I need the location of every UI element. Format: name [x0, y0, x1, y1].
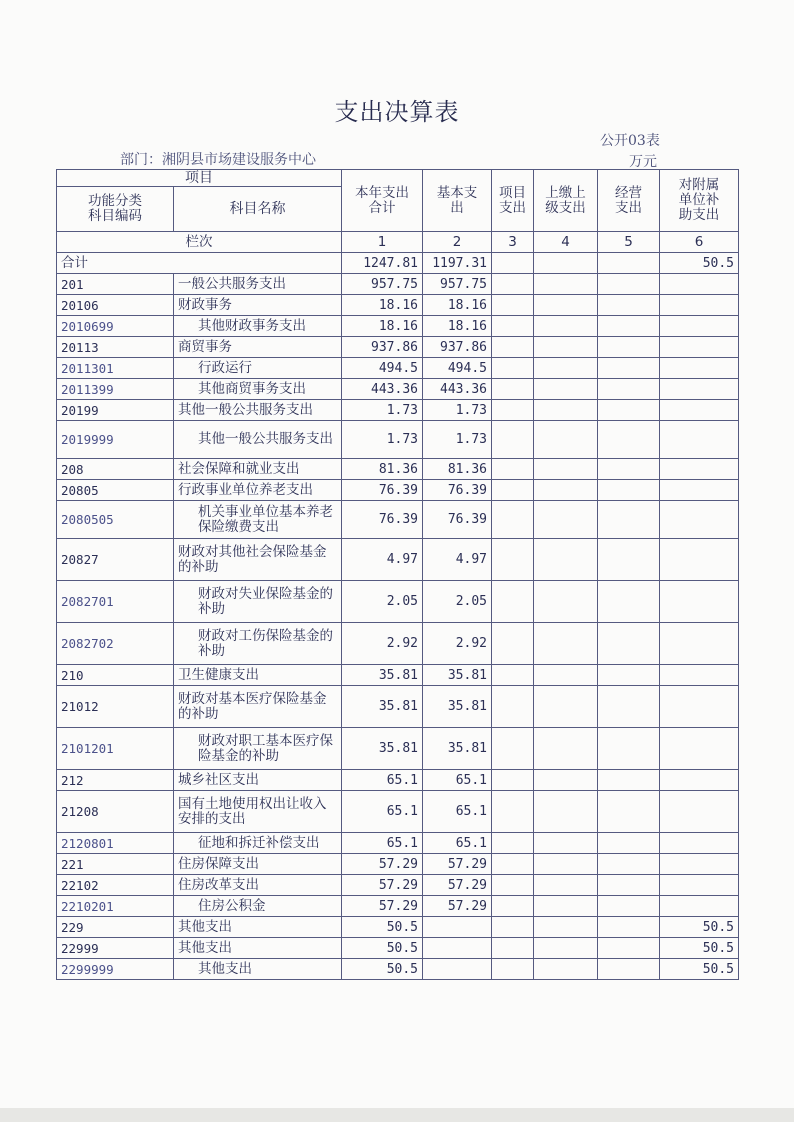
row-c2: 18.16	[423, 295, 492, 316]
table-row	[57, 539, 739, 581]
header-col2: 基本支 出	[423, 170, 492, 232]
header-item: 项目	[57, 170, 342, 187]
row-c1: 1.73	[342, 421, 423, 459]
row-code: 22999	[57, 938, 174, 959]
row-c4	[534, 480, 598, 501]
row-c5	[598, 316, 660, 337]
row-c1: 18.16	[342, 295, 423, 316]
row-c5	[598, 581, 660, 623]
row-c4	[534, 875, 598, 896]
row-name: 商贸事务	[174, 337, 342, 358]
row-c6: 50.5	[660, 959, 739, 980]
total-c3	[492, 253, 534, 274]
row-c1: 2.05	[342, 581, 423, 623]
row-c5	[598, 686, 660, 728]
row-c2: 443.36	[423, 379, 492, 400]
row-c2: 18.16	[423, 316, 492, 337]
row-code: 208	[57, 459, 174, 480]
row-c2: 65.1	[423, 770, 492, 791]
row-code: 2019999	[57, 421, 174, 459]
row-c1: 57.29	[342, 854, 423, 875]
row-c3	[492, 295, 534, 316]
row-c5	[598, 379, 660, 400]
row-code: 2082701	[57, 581, 174, 623]
row-c3	[492, 274, 534, 295]
row-name: 社会保障和就业支出	[174, 459, 342, 480]
row-c3	[492, 421, 534, 459]
row-c1: 937.86	[342, 337, 423, 358]
row-c3	[492, 896, 534, 917]
department-label: 部门：湘阴县市场建设服务中心	[120, 152, 316, 168]
row-c2: 1.73	[423, 421, 492, 459]
row-c6	[660, 854, 739, 875]
scan-edge	[0, 1108, 794, 1122]
row-c1: 1.73	[342, 400, 423, 421]
row-code: 20106	[57, 295, 174, 316]
row-c6	[660, 501, 739, 539]
table-row	[57, 295, 739, 316]
table-row	[57, 480, 739, 501]
row-name: 财政对基本医疗保险基金的补助	[174, 686, 342, 728]
row-c6	[660, 686, 739, 728]
row-code: 210	[57, 665, 174, 686]
total-c4	[534, 253, 598, 274]
row-c2: 65.1	[423, 791, 492, 833]
row-c6	[660, 728, 739, 770]
row-c4	[534, 665, 598, 686]
row-c1: 35.81	[342, 728, 423, 770]
row-name: 机关事业单位基本养老保险缴费支出	[174, 501, 342, 539]
row-c6	[660, 833, 739, 854]
row-c3	[492, 501, 534, 539]
row-c3	[492, 770, 534, 791]
row-c4	[534, 938, 598, 959]
header-col1: 本年支出 合计	[342, 170, 423, 232]
row-c3	[492, 400, 534, 421]
row-code: 20199	[57, 400, 174, 421]
row-c4	[534, 539, 598, 581]
total-c2: 1197.31	[423, 253, 492, 274]
row-c2: 937.86	[423, 337, 492, 358]
row-c1: 35.81	[342, 686, 423, 728]
row-code: 21012	[57, 686, 174, 728]
row-c4	[534, 421, 598, 459]
table-row	[57, 770, 739, 791]
row-c5	[598, 854, 660, 875]
row-c2: 57.29	[423, 875, 492, 896]
row-c2: 57.29	[423, 854, 492, 875]
row-name: 其他商贸事务支出	[174, 379, 342, 400]
row-c4	[534, 623, 598, 665]
row-c2	[423, 938, 492, 959]
row-code: 221	[57, 854, 174, 875]
row-c4	[534, 896, 598, 917]
row-c6	[660, 581, 739, 623]
table-row	[57, 791, 739, 833]
row-c6	[660, 274, 739, 295]
total-c1: 1247.81	[342, 253, 423, 274]
table-row	[57, 959, 739, 980]
table-row	[57, 728, 739, 770]
row-name: 国有土地使用权出让收入安排的支出	[174, 791, 342, 833]
row-c3	[492, 686, 534, 728]
row-name: 其他支出	[174, 959, 342, 980]
row-c4	[534, 379, 598, 400]
form-number: 公开03表	[600, 133, 660, 149]
row-code: 20805	[57, 480, 174, 501]
row-c3	[492, 316, 534, 337]
row-c4	[534, 337, 598, 358]
row-c6	[660, 665, 739, 686]
header-col6: 对附属 单位补 助支出	[660, 170, 739, 232]
table-row	[57, 833, 739, 854]
row-name: 城乡社区支出	[174, 770, 342, 791]
row-c1: 4.97	[342, 539, 423, 581]
row-name: 其他财政事务支出	[174, 316, 342, 337]
row-c4	[534, 581, 598, 623]
row-c2: 957.75	[423, 274, 492, 295]
row-c3	[492, 665, 534, 686]
row-c4	[534, 274, 598, 295]
page-title: 支出决算表	[334, 98, 460, 126]
header-col4: 上缴上 级支出	[534, 170, 598, 232]
row-name: 其他支出	[174, 917, 342, 938]
row-code: 20113	[57, 337, 174, 358]
row-c3	[492, 337, 534, 358]
row-name: 财政对职工基本医疗保险基金的补助	[174, 728, 342, 770]
table-row	[57, 400, 739, 421]
row-name: 其他一般公共服务支出	[174, 400, 342, 421]
row-c5	[598, 539, 660, 581]
row-c3	[492, 379, 534, 400]
row-c6	[660, 400, 739, 421]
row-c1: 494.5	[342, 358, 423, 379]
row-name: 住房公积金	[174, 896, 342, 917]
table-row	[57, 274, 739, 295]
row-c3	[492, 728, 534, 770]
table-row	[57, 917, 739, 938]
row-c5	[598, 665, 660, 686]
row-c6	[660, 358, 739, 379]
row-c2: 4.97	[423, 539, 492, 581]
row-c5	[598, 875, 660, 896]
total-c6: 50.5	[660, 253, 739, 274]
row-c6	[660, 896, 739, 917]
row-c3	[492, 959, 534, 980]
row-c6: 50.5	[660, 917, 739, 938]
row-c3	[492, 581, 534, 623]
table-row	[57, 337, 739, 358]
row-name: 住房改革支出	[174, 875, 342, 896]
col-number-5: 5	[598, 232, 660, 253]
row-code: 229	[57, 917, 174, 938]
row-c1: 50.5	[342, 938, 423, 959]
row-name: 卫生健康支出	[174, 665, 342, 686]
unit-label: 万元	[629, 154, 657, 170]
table-row	[57, 938, 739, 959]
row-c5	[598, 295, 660, 316]
row-c2: 81.36	[423, 459, 492, 480]
table-row	[57, 421, 739, 459]
row-c2: 65.1	[423, 833, 492, 854]
table-row	[57, 875, 739, 896]
row-c1: 57.29	[342, 896, 423, 917]
table-row	[57, 665, 739, 686]
row-code: 21208	[57, 791, 174, 833]
row-code: 2080505	[57, 501, 174, 539]
row-c4	[534, 728, 598, 770]
row-name: 其他一般公共服务支出	[174, 421, 342, 459]
row-c2: 35.81	[423, 665, 492, 686]
row-c3	[492, 833, 534, 854]
row-c6	[660, 459, 739, 480]
row-c5	[598, 421, 660, 459]
row-c4	[534, 854, 598, 875]
row-c5	[598, 480, 660, 501]
row-name: 其他支出	[174, 938, 342, 959]
row-code: 2210201	[57, 896, 174, 917]
row-c5	[598, 791, 660, 833]
col-number-1: 1	[342, 232, 423, 253]
row-c5	[598, 959, 660, 980]
table-row	[57, 623, 739, 665]
row-c6	[660, 480, 739, 501]
row-c4	[534, 295, 598, 316]
table-row	[57, 358, 739, 379]
row-c6	[660, 623, 739, 665]
row-c1: 443.36	[342, 379, 423, 400]
row-c6	[660, 295, 739, 316]
row-code: 2120801	[57, 833, 174, 854]
row-c1: 50.5	[342, 917, 423, 938]
row-c4	[534, 686, 598, 728]
row-c3	[492, 917, 534, 938]
row-c6	[660, 337, 739, 358]
header-col3: 项目 支出	[492, 170, 534, 232]
total-row	[57, 253, 739, 274]
row-c5	[598, 917, 660, 938]
row-c2: 494.5	[423, 358, 492, 379]
row-c1: 2.92	[342, 623, 423, 665]
row-c2: 35.81	[423, 686, 492, 728]
row-c3	[492, 875, 534, 896]
row-c5	[598, 274, 660, 295]
row-c1: 81.36	[342, 459, 423, 480]
row-c3	[492, 480, 534, 501]
header-name: 科目名称	[174, 187, 342, 232]
header-col5: 经营 支出	[598, 170, 660, 232]
row-name: 财政对失业保险基金的补助	[174, 581, 342, 623]
row-code: 2011301	[57, 358, 174, 379]
row-c1: 76.39	[342, 501, 423, 539]
row-c2: 76.39	[423, 501, 492, 539]
row-c3	[492, 459, 534, 480]
table-row	[57, 316, 739, 337]
row-code: 201	[57, 274, 174, 295]
row-c4	[534, 791, 598, 833]
table-row	[57, 896, 739, 917]
row-c5	[598, 623, 660, 665]
row-c4	[534, 959, 598, 980]
header-code: 功能分类 科目编码	[57, 187, 174, 232]
row-c1: 57.29	[342, 875, 423, 896]
row-code: 2010699	[57, 316, 174, 337]
row-c5	[598, 358, 660, 379]
row-c6	[660, 539, 739, 581]
row-c5	[598, 728, 660, 770]
row-c5	[598, 770, 660, 791]
row-c3	[492, 358, 534, 379]
row-name: 财政对工伤保险基金的补助	[174, 623, 342, 665]
row-name: 行政事业单位养老支出	[174, 480, 342, 501]
row-c6	[660, 770, 739, 791]
row-name: 财政事务	[174, 295, 342, 316]
table-row	[57, 686, 739, 728]
row-c2	[423, 959, 492, 980]
row-c3	[492, 623, 534, 665]
row-c1: 35.81	[342, 665, 423, 686]
row-code: 2101201	[57, 728, 174, 770]
row-c5	[598, 938, 660, 959]
table-row	[57, 501, 739, 539]
row-c6	[660, 316, 739, 337]
row-name: 财政对其他社会保险基金的补助	[174, 539, 342, 581]
total-c5	[598, 253, 660, 274]
header-lanci: 栏次	[57, 232, 342, 253]
row-c6	[660, 875, 739, 896]
row-c5	[598, 459, 660, 480]
row-c5	[598, 833, 660, 854]
row-c4	[534, 400, 598, 421]
row-c4	[534, 459, 598, 480]
col-number-6: 6	[660, 232, 739, 253]
row-c2: 35.81	[423, 728, 492, 770]
row-c4	[534, 501, 598, 539]
row-c3	[492, 539, 534, 581]
row-c6	[660, 379, 739, 400]
row-c2: 57.29	[423, 896, 492, 917]
row-c5	[598, 400, 660, 421]
row-c1: 65.1	[342, 791, 423, 833]
row-name: 一般公共服务支出	[174, 274, 342, 295]
col-number-4: 4	[534, 232, 598, 253]
row-c3	[492, 938, 534, 959]
row-c1: 957.75	[342, 274, 423, 295]
row-c2: 2.05	[423, 581, 492, 623]
total-label: 合计	[57, 253, 342, 274]
expenditure-table	[56, 169, 739, 980]
row-c2: 1.73	[423, 400, 492, 421]
row-c1: 50.5	[342, 959, 423, 980]
row-c6	[660, 791, 739, 833]
row-c1: 65.1	[342, 770, 423, 791]
col-number-2: 2	[423, 232, 492, 253]
row-c2: 2.92	[423, 623, 492, 665]
row-code: 20827	[57, 539, 174, 581]
row-c2	[423, 917, 492, 938]
row-c5	[598, 896, 660, 917]
table-row	[57, 459, 739, 480]
row-c3	[492, 791, 534, 833]
table-row	[57, 581, 739, 623]
row-c1: 18.16	[342, 316, 423, 337]
row-name: 住房保障支出	[174, 854, 342, 875]
col-number-3: 3	[492, 232, 534, 253]
row-c6	[660, 421, 739, 459]
table-row	[57, 379, 739, 400]
row-code: 212	[57, 770, 174, 791]
row-c4	[534, 917, 598, 938]
table-row	[57, 854, 739, 875]
row-c4	[534, 358, 598, 379]
row-c1: 65.1	[342, 833, 423, 854]
row-name: 征地和拆迁补偿支出	[174, 833, 342, 854]
row-name: 行政运行	[174, 358, 342, 379]
row-c3	[492, 854, 534, 875]
row-c5	[598, 337, 660, 358]
row-code: 2011399	[57, 379, 174, 400]
row-c4	[534, 833, 598, 854]
row-code: 2082702	[57, 623, 174, 665]
row-c6: 50.5	[660, 938, 739, 959]
row-c1: 76.39	[342, 480, 423, 501]
row-c4	[534, 770, 598, 791]
row-c4	[534, 316, 598, 337]
row-c5	[598, 501, 660, 539]
row-code: 22102	[57, 875, 174, 896]
row-code: 2299999	[57, 959, 174, 980]
row-c2: 76.39	[423, 480, 492, 501]
